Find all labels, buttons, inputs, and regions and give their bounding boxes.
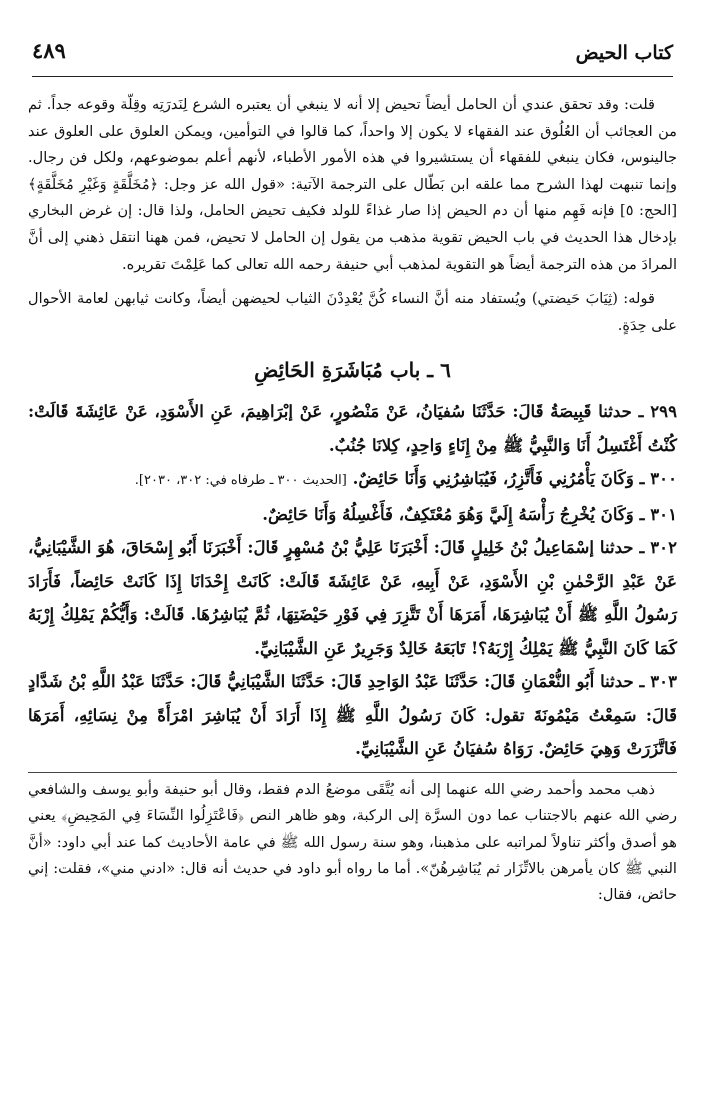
hadith-302: ٣٠٢ ـ حدثنا إسْمَاعِيلُ بْنُ خَلِيلٍ قَالَ: أَخْبَرَنَا عَلِيُّ بْنُ مُسْهِرٍ قَالَ: أَخْبَرَنَا أَبُو إِسْحَاقَ، هُوَ الشَّيْبَانِيُّ، عَنْ عَبْدِ الرَّحْمٰنِ بْنِ الأَسْوَدِ، عَنْ أَبِيهِ، عَنْ عَائِشَةَ قَالَتْ: كَانَتْ إِحْدَانَا إِذَا كَانَتْ حَائِضاً، فَأَرَادَ رَسُولُ اللَّهِ ﷺ أَنْ يُبَاشِرَهَا، أَمَرَهَا أَنْ تَتَّزِرَ فِي فَوْرِ حَيْضَتِهَا، ثُمَّ يُبَاشِرُهَا. قَالَتْ: وَأَيُّكُمْ يَمْلِكُ إِرْبَهُ كَمَا كَانَ النَّبِيُّ ﷺ يَمْلِكُ إِرْبَهُ؟! تَابَعَهُ خَالِدٌ وَجَرِيرٌ عَنِ الشَّيْبَانِيِّ. [28,537,677,658]
section-divider [28,772,677,773]
running-title: كتاب الحيض [575,42,673,64]
chapter-heading: ٦ ـ باب مُبَاشَرَةِ الحَائِضِ [254,358,451,383]
page-header [32,36,673,77]
hadith-300-reference: [الحديث ٣٠٠ ـ طرفاه في: ٣٠٢، ٢٠٣٠]. [134,473,347,489]
page-body [28,92,677,909]
page-number: ٤٨٩ [32,38,66,63]
paragraph-gap [28,278,677,286]
hadith-301: ٣٠١ ـ وَكَانَ يُخْرِجُ رَأْسَهُ إِلَيَّ وَهُوَ مُعْتَكِفٌ، فَأَغْسِلُهُ وَأَنَا حَائِضٌ. [262,503,677,524]
hadith-303: ٣٠٣ ـ حدثنا أَبُو النُّعْمَانِ قَالَ: حَدَّثَنَا عَبْدُ الوَاحِدِ قَالَ: حَدَّثَنَا الشَّيْبَانِيُّ قَالَ: حَدَّثَنَا عَبْدُ اللَّهِ بْنُ شَدَّادٍ قَالَ: سَمِعْتُ مَيْمُونَةَ تقول: كَانَ رَسُولُ اللَّهِ ﷺ إِذَا أَرَادَ أَنْ يُبَاشِرَ امْرَأَةً مِنْ نِسَائِهِ، أَمَرَهَا فَاتَّزَرَتْ وَهِيَ حَائِضٌ. رَوَاهُ سُفيَانُ عَنِ الشَّيْبَانِيِّ. [28,671,677,759]
commentary-paragraph: قوله: (ثِيَابَ حَيضتي) ويُستفاد منه أنَّ النساء كُنَّ يُعْدِدْنَ الثياب لحيضهن أيضاً، وكانت ثيابهن لعامة الأحوال على حِدَةٍ. [28,290,677,334]
commentary-paragraph: قلت: وقد تحقق عندي أن الحامل أيضاً تحيض إلا أنه لا ينبغي أن يعتبره الشرع لِنَدرَتِه وقِلّة وقوعه جداً. ثم من العجائب أن العُلُوق عند الفقهاء لا يكون إلا واحداً، كما قالوا في التوأمين، ويمكن العلوق على العلوق عند جالينوس، فكان ينبغي للفقهاء أن يستشيروا في هذه الأمور الأطباء، لأنهم أعلم بموضوعهم، ولكل فن رجال. وإنما تنبهت لهذا الشرح مما علقه ابن بَطّال على الترجمة الآتية: «قول الله عز وجل: ﴿مُخَلَّقَةٍ وَغَيْرِ مُخَلَّقَةٍ﴾ [الحج: ٥] فإنه فَهِم منها أن دم الحيض إذا صار غذاءً للولد فكيف تحيض الحامل، ولذا قال: إن غرض البخاري بإدخال هذا الحديث في باب الحيض تقوية مذهب من يقول إن الحامل لا تحيض، فمن ههنا انتقل ذهني إلى أنَّ المرادَ من هذه الترجمة أيضاً هو التقوية لمذهب أبي حنيفة رحمه الله تعالى كما عَلِمْتَ تقريره. [28,96,678,273]
commentary-bottom: ذهب محمد وأحمد رضي الله عنهما إلى أنه يُتَّقَى موضعُ الدم فقط، وقال أبو حنيفة وأبو يوسف والشافعي رضي الله عنهم بالاجتناب عما دون السرَّة إلى الركبة، وهو ظاهر النص ﴿فَاعْتَزِلُوا النِّسَاءَ فِي المَحِيضِ﴾ يعني هو أصدق وأكثر تناولاً لمراتبه على مذهبنا، وهو سنة رسول الله ﷺ في عامة الأحاديث كما عند أبي داود: «أنَّ النبي ﷺ كان يأمرهن بالاتِّزَار ثم يُبَاشِرهُنّ». أما ما رواه أبو داود في حديث أنه قال: «ادني مني»، فقلت: إني حائض، فقال: [28,780,677,904]
hadith-300-text: ٣٠٠ ـ وَكَانَ يَأْمُرُنِي فَأَتَّزِرُ، فَيُبَاشِرُنِي وَأَنَا حَائِضٌ. [352,468,677,489]
hadith-299: ٢٩٩ ـ حدثنا قَبِيصَةُ قَالَ: حَدَّثَنَا سُفيَانُ، عَنْ مَنْصُورٍ، عَنْ إبْرَاهِيمَ، عَنِ الأَسْوَدِ، عَنْ عَائِشَةَ قَالَتْ: كُنْتُ أَغْتَسِلُ أَنَا وَالنَّبِيُّ ﷺ مِنْ إِنَاءٍ وَاحِدٍ، كِلانَا جُنُبٌ. [28,401,677,455]
hadith-300 [28,462,677,498]
